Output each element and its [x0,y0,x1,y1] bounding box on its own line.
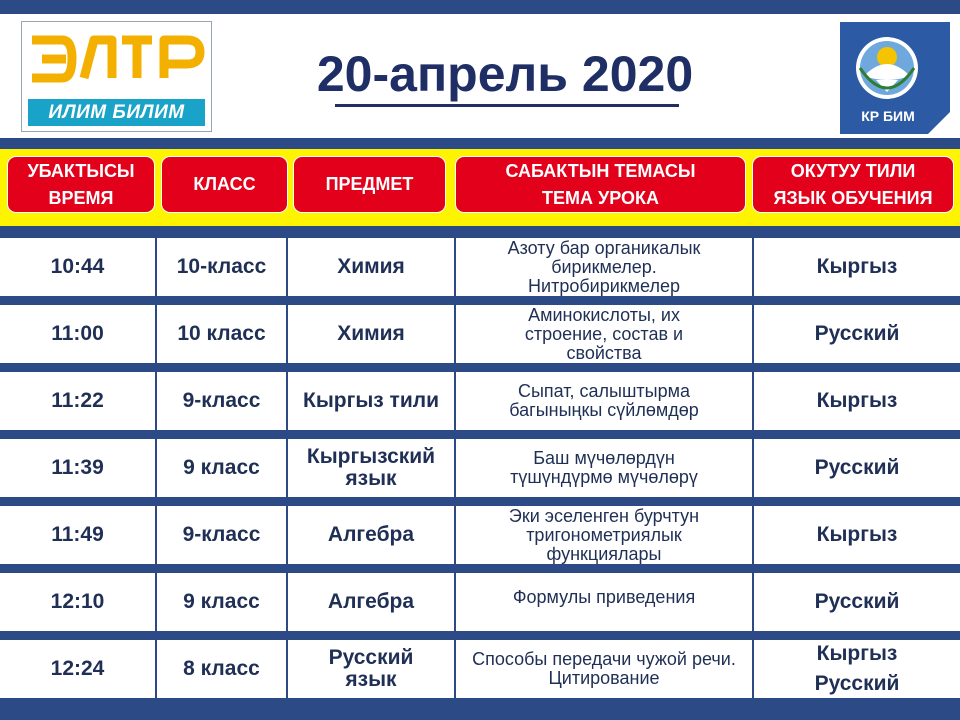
table-row [0,238,960,296]
cell-topic: Азоту бар органикалык бирикмелер. Нитробирикмелер [456,238,752,296]
eltr-logo-subtitle: ИЛИМ БИЛИМ [28,99,205,126]
header-class-line1: КЛАСС [193,174,256,194]
table-row [0,305,960,363]
header-language-line2: ЯЗЫК ОБУЧЕНИЯ [773,187,933,208]
cell-topic: Способы передачи чужой речи. Цитирование [456,640,752,698]
column-divider [454,305,456,363]
header-subject-line1: ПРЕДМЕТ [325,174,414,194]
column-divider [155,506,157,564]
column-divider [454,238,456,296]
column-divider [454,439,456,497]
header-time-line2: ВРЕМЯ [48,187,114,208]
cell-language: Кыргыз [754,238,960,296]
cell-class: 9 класс [157,573,286,631]
column-divider [454,573,456,631]
cell-language: Русский [754,305,960,363]
kr-bim-label: КР БИМ [861,108,915,124]
header-language [752,156,954,213]
cell-topic: Эки эселенген бурчтун тригонометриялык функциялары [456,506,752,564]
kr-bim-logo [840,22,950,134]
cell-language-line1: Кыргыз [816,642,898,665]
column-divider [286,238,288,296]
cell-class: 9-класс [157,372,286,430]
cell-time: 11:22 [0,372,155,430]
cell-class: 9-класс [157,506,286,564]
cell-class: 8 класс [157,640,286,698]
eltr-logo [21,21,212,132]
header-class [161,156,288,213]
header-topic-line2: ТЕМА УРОКА [542,187,659,208]
cell-subject: Русский язык [288,640,454,698]
column-divider [155,238,157,296]
column-divider [752,640,754,698]
cell-language: Русский [754,573,960,631]
column-divider [286,640,288,698]
table-row [0,372,960,430]
cell-time: 12:10 [0,573,155,631]
cell-language: Кыргыз [754,506,960,564]
column-divider [286,372,288,430]
cell-language: Кыргыз [754,372,960,430]
table-row [0,506,960,564]
column-divider [155,439,157,497]
cell-class: 10-класс [157,238,286,296]
column-divider [454,640,456,698]
header-subject [293,156,446,213]
cell-class: 9 класс [157,439,286,497]
table-row [0,439,960,497]
cell-topic: Баш мүчөлөрдүн түшүндүрмө мүчөлөрү [456,439,752,497]
cell-subject: Кыргызский язык [288,439,454,497]
cell-time: 11:49 [0,506,155,564]
column-divider [286,305,288,363]
cell-subject: Химия [288,238,454,296]
cell-topic: Формулы приведения [456,573,752,631]
table-row [0,573,960,631]
column-divider [454,372,456,430]
cell-subject: Кыргыз тили [288,372,454,430]
column-divider [155,640,157,698]
cell-time: 10:44 [0,238,155,296]
column-divider [286,573,288,631]
column-divider [752,573,754,631]
cell-topic: Аминокислоты, их строение, состав и свойства [456,305,752,363]
column-divider [155,305,157,363]
cell-topic: Сыпат, салыштырма багыныңкы сүйлөмдөр [456,372,752,430]
cell-time: 11:00 [0,305,155,363]
title-underline [335,104,679,107]
column-divider [454,506,456,564]
column-divider [752,305,754,363]
column-divider [752,506,754,564]
cell-time: 12:24 [0,640,155,698]
header-topic-line1: САБАКТЫН ТЕМАСЫ [505,160,696,181]
table-row [0,640,960,698]
header-language-line1: ОКУТУУ ТИЛИ [790,160,916,181]
column-divider [752,372,754,430]
header-time-line1: УБАКТЫСЫ [27,160,135,181]
column-divider [286,506,288,564]
column-divider [752,238,754,296]
cell-class: 10 класс [157,305,286,363]
cell-time: 11:39 [0,439,155,497]
cell-subject: Алгебра [288,573,454,631]
column-divider [286,439,288,497]
cell-language: Русский [754,439,960,497]
header-topic [455,156,746,213]
header-time [7,156,155,213]
column-divider [155,372,157,430]
page-title: 20-апрель 2020 [316,46,694,102]
cell-language [754,640,960,698]
column-divider [155,573,157,631]
cell-subject: Алгебра [288,506,454,564]
cell-subject: Химия [288,305,454,363]
column-divider [752,439,754,497]
cell-language-line2: Русский [814,672,900,695]
